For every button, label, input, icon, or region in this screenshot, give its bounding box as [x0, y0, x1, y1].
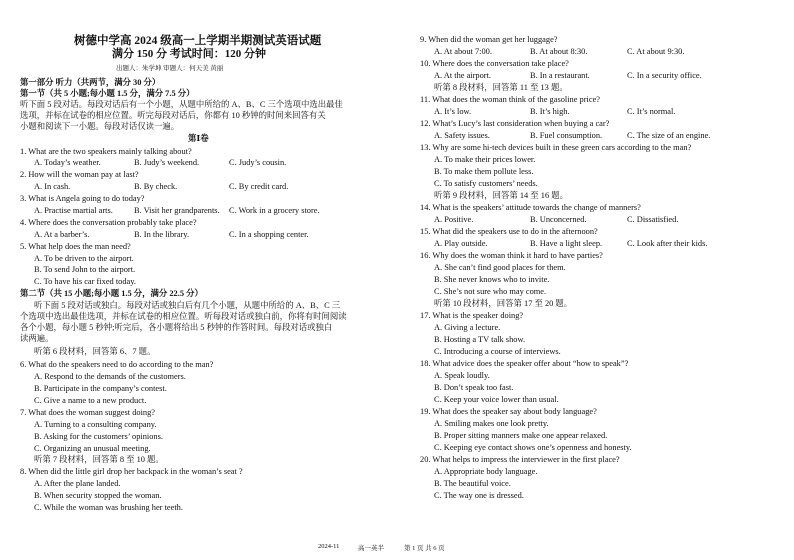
question-7: 7. What does the woman suggest doing?	[20, 408, 155, 417]
q10-option-b: B. In a restaurant.	[530, 71, 590, 80]
q11-option-a: A. It’s low.	[434, 107, 472, 116]
question-3: 3. What is Angela going to do today?	[20, 194, 145, 203]
q10-option-c: C. In a security office.	[627, 71, 702, 80]
q7-option-a: A. Turning to a consulting company.	[34, 420, 157, 429]
material-7-note: 听第 7 段材料，回答第 8 至 10 题。	[34, 455, 164, 464]
q9-option-c: C. At about 9:30.	[627, 47, 685, 56]
q3-option-a: A. Practise martial arts.	[34, 206, 113, 215]
q2-option-a: A. In cash.	[34, 182, 71, 191]
q4-option-a: A. At a barber’s.	[34, 230, 90, 239]
q17-option-c: C. Introducing a course of interviews.	[434, 347, 561, 356]
q18-option-a: A. Speak loudly.	[434, 371, 490, 380]
question-10: 10. Where does the conversation take place?	[420, 59, 569, 68]
q12-option-a: A. Safety issues.	[434, 131, 490, 140]
question-9: 9. When did the woman get her luggage?	[420, 35, 558, 44]
question-11: 11. What does the woman think of the gasoline price?	[420, 95, 601, 104]
question-18: 18. What advice does the speaker offer about “how to speak”?	[420, 359, 629, 368]
footer-page-number: 第 1 页 共 6 页	[404, 545, 445, 552]
q6-option-c: C. Give a name to a new product.	[34, 396, 147, 405]
q16-option-c: C. She’s not sure who may come.	[434, 287, 547, 296]
q4-option-b: B. In the library.	[134, 230, 190, 239]
question-16: 16. Why does the woman think it hard to have parties?	[420, 251, 603, 260]
q3-option-c: C. Work in a grocery store.	[229, 206, 320, 215]
question-12: 12. What’s Lucy’s last consideration when buying a car?	[420, 119, 610, 128]
q13-option-c: C. To satisfy customers’ needs.	[434, 179, 538, 188]
q7-option-b: B. Asking for the customers’ opinions.	[34, 432, 163, 441]
question-15: 15. What did the speakers use to do in the afternoon?	[420, 227, 598, 236]
q19-option-b: B. Proper sitting manners make one appear relaxed.	[434, 431, 608, 440]
q16-option-b: B. She never knows who to invite.	[434, 275, 550, 284]
q18-option-b: B. Don’t speak too fast.	[434, 383, 514, 392]
q15-option-a: A. Play outside.	[434, 239, 488, 248]
q10-option-a: A. At the airport.	[434, 71, 491, 80]
q1-option-b: B. Judy’s weekend.	[134, 158, 200, 167]
section1-instruction-2: 选项，并标在试卷的相应位置。听完每段对话后，你都有 10 秒钟的时间来回答有关	[20, 111, 326, 120]
q16-option-a: A. She can’t find good places for them.	[434, 263, 566, 272]
q7-option-c: C. Organizing an unusual meeting.	[34, 444, 151, 453]
question-6: 6. What do the speakers need to do according to the man?	[20, 360, 214, 369]
section2-instruction-2: 个选项中选出最佳选项，并标在试卷的相应位置。听每段对话或独白前，你将有时间阅读	[20, 312, 347, 321]
section1-instruction-3: 小题和阅读下一小题。每段对话仅读一遍。	[20, 122, 180, 131]
q14-option-c: C. Dissatisfied.	[627, 215, 679, 224]
material-6-note: 听第 6 段材料，回答第 6、7 题。	[34, 347, 156, 356]
question-4: 4. Where does the conversation probably take place?	[20, 218, 197, 227]
q20-option-c: C. The way one is dressed.	[434, 491, 524, 500]
q20-option-b: B. The beautiful voice.	[434, 479, 511, 488]
q9-option-b: B. At about 8:30.	[530, 47, 588, 56]
material-9-note: 听第 9 段材料，回答第 14 至 16 题。	[434, 191, 568, 200]
question-20: 20. What helps to impress the interviewer in the first place?	[420, 455, 620, 464]
q5-option-c: C. To have his car fixed today.	[34, 277, 136, 286]
q1-option-c: C. Judy’s cousin.	[229, 158, 287, 167]
q9-option-a: A. At about 7:00.	[434, 47, 492, 56]
question-19: 19. What does the speaker say about body language?	[420, 407, 597, 416]
q20-option-a: A. Appropriate body language.	[434, 467, 538, 476]
q15-option-b: B. Have a light sleep.	[530, 239, 603, 248]
question-14: 14. What is the speakers’ attitude towards the change of manners?	[420, 203, 641, 212]
q8-option-c: C. While the woman was brushing her teeth.	[34, 503, 183, 512]
section2-heading: 第二节（共 15 小题;每小题 1.5 分，满分 22.5 分）	[20, 289, 203, 298]
q17-option-a: A. Giving a lecture.	[434, 323, 501, 332]
setters-line: 出题人：朱学坤 审题人：何天美 黄丽	[116, 65, 224, 72]
question-5: 5. What help does the man need?	[20, 242, 131, 251]
q3-option-b: B. Visit her grandparents.	[134, 206, 220, 215]
section1-instruction-1: 听下面 5 段对话。每段对话后有一个小题，从题中所给的 A、B、C 三个选项中选出最佳	[20, 100, 343, 109]
section2-instruction-3: 各个小题，每小题 5 秒钟;听完后，各小题将给出 5 秒钟的作答时间。每段对话或独白	[20, 323, 333, 332]
q5-option-b: B. To send John to the airport.	[34, 265, 136, 274]
q8-option-a: A. After the plane landed.	[34, 479, 121, 488]
material-10-note: 听第 10 段材料，回答第 17 至 20 题。	[434, 299, 573, 308]
part1-heading: 第一部分 听力（共两节，满分 30 分）	[20, 78, 161, 87]
q12-option-b: B. Fuel consumption.	[530, 131, 603, 140]
question-13: 13. Why are some hi-tech devices built in these green cars according to the man?	[420, 143, 692, 152]
section1-heading: 第一节（共 5 小题;每小题 1.5 分，满分 7.5 分）	[20, 89, 195, 98]
q18-option-c: C. Keep your voice lower than usual.	[434, 395, 559, 404]
q1-option-a: A. Today’s weather.	[34, 158, 101, 167]
q6-option-b: B. Participate in the company’s contest.	[34, 384, 167, 393]
question-2: 2. How will the woman pay at last?	[20, 170, 139, 179]
q4-option-c: C. In a shopping center.	[229, 230, 309, 239]
q2-option-b: B. By check.	[134, 182, 178, 191]
question-1: 1. What are the two speakers mainly talking about?	[20, 147, 192, 156]
q11-option-b: B. It’s high.	[530, 107, 570, 116]
section2-instruction-1: 听下面 5 段对话或独白。每段对话或独白后有几个小题，从题中所给的 A、B、C 三	[34, 301, 341, 310]
q6-option-a: A. Respond to the demands of the customers.	[34, 372, 186, 381]
question-8: 8. When did the little girl drop her backpack in the woman’s seat ?	[20, 467, 243, 476]
q13-option-a: A. To make their prices lower.	[434, 155, 536, 164]
q13-option-b: B. To make them pollute less.	[434, 167, 534, 176]
q11-option-c: C. It’s normal.	[627, 107, 676, 116]
q2-option-c: C. By credit card.	[229, 182, 289, 191]
q17-option-b: B. Hosting a TV talk show.	[434, 335, 526, 344]
footer-date: 2024-11	[318, 543, 340, 550]
q5-option-a: A. To be driven to the airport.	[34, 254, 134, 263]
material-8-note: 听第 8 段材料，回答第 11 至 13 题。	[434, 83, 568, 92]
q12-option-c: C. The size of an engine.	[627, 131, 711, 140]
q19-option-c: C. Keeping eye contact shows one’s openness and honesty.	[434, 443, 632, 452]
volume-label: 第Ⅰ卷	[188, 134, 209, 143]
footer-course: 高一英半	[358, 545, 384, 552]
q8-option-b: B. When security stopped the woman.	[34, 491, 162, 500]
q14-option-b: B. Unconcerned.	[530, 215, 587, 224]
section2-instruction-4: 读两遍。	[20, 334, 54, 343]
q14-option-a: A. Positive.	[434, 215, 474, 224]
exam-subtitle: 满分 150 分 考试时间：120 分钟	[112, 48, 266, 60]
exam-title: 树德中学高 2024 级高一上学期半期测试英语试题	[74, 35, 322, 47]
q19-option-a: A. Smiling makes one look pretty.	[434, 419, 549, 428]
q15-option-c: C. Look after their kids.	[627, 239, 708, 248]
question-17: 17. What is the speaker doing?	[420, 311, 524, 320]
